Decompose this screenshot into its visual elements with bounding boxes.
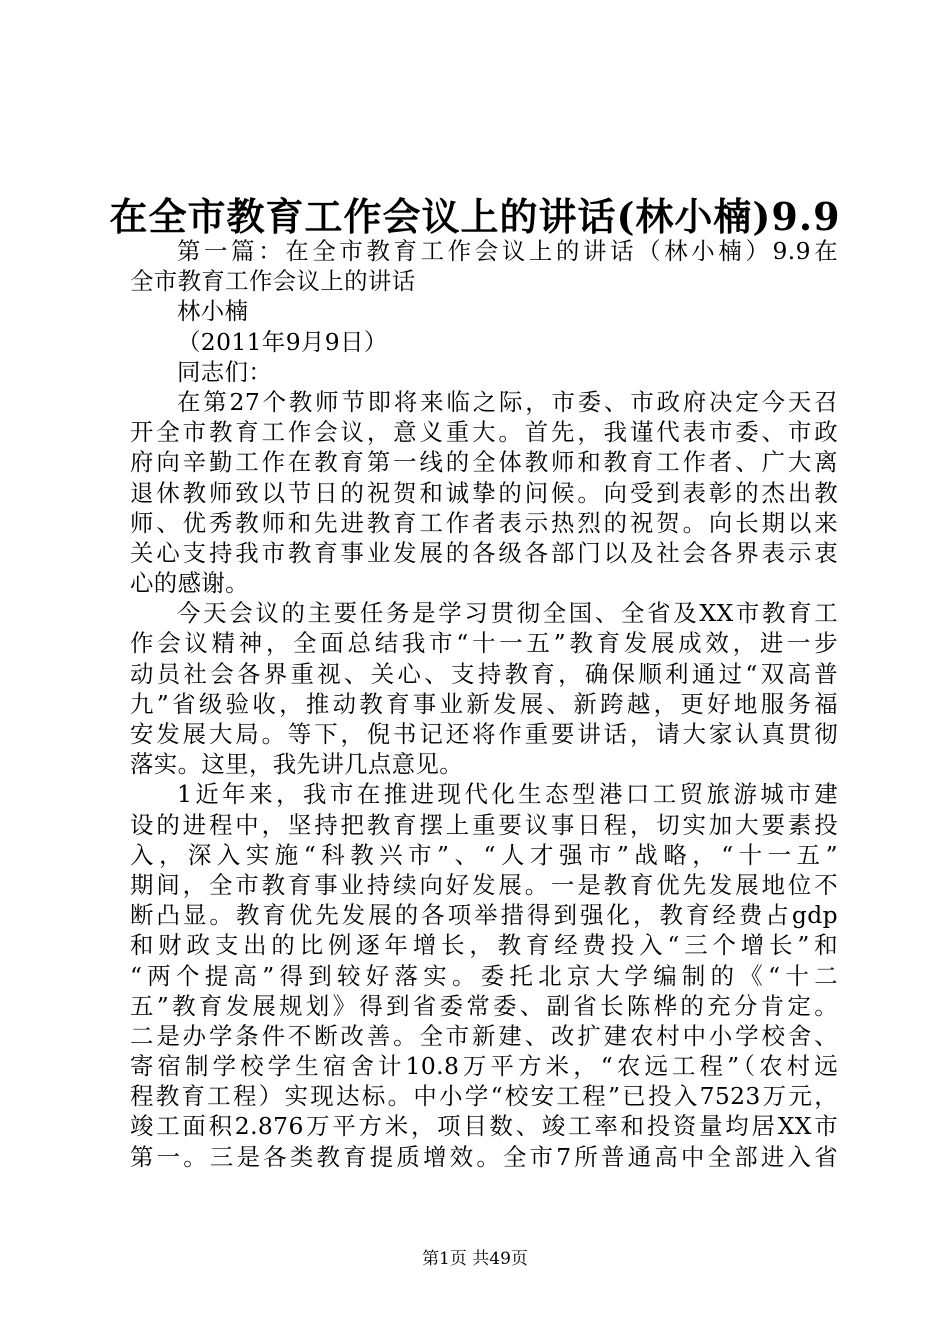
body-line: 作会议精神，全面总结我市“十一五”教育发展成效，进一步 [130, 629, 838, 658]
body-line: 九”省级验收，推动教育事业新发展、新跨越，更好地服务福 [130, 689, 838, 718]
document-body [130, 236, 838, 1172]
document-title: 在全市教育工作会议上的讲话(林小楠)9.9 [109, 194, 841, 239]
body-line: 安发展大局。等下，倪书记还将作重要讲话，请大家认真贯彻 [130, 720, 838, 748]
body-line: 二是办学条件不断改善。全市新建、改扩建农村中小学校舍、 [130, 1021, 838, 1050]
author-name: 林小楠 [177, 297, 249, 326]
body-line: 第一篇：在全市教育工作会议上的讲话（林小楠）9.9在 [177, 237, 838, 265]
body-line: 入，深入实施“科教兴市”、“人才强市”战略，“十一五” [130, 840, 838, 869]
body-line: 期间，全市教育事业持续向好发展。一是教育优先发展地位不 [130, 870, 838, 899]
speech-date: （2011年9月9日） [177, 327, 388, 356]
body-line: 寄宿制学校学生宿舍计10.8万平方米，“农远工程”（农村远 [130, 1052, 838, 1081]
body-line: “两个提高”得到较好落实。委托北京大学编制的《“十二 [130, 961, 838, 990]
salutation: 同志们： [177, 357, 273, 386]
body-line: 五”教育发展规划》得到省委常委、副省长陈桦的充分肯定。 [130, 991, 838, 1020]
body-line: 退休教师致以节日的祝贺和诚挚的问候。向受到表彰的杰出教 [130, 478, 838, 507]
body-line: 第一。三是各类教育提质增效。全市7所普通高中全部进入省 [130, 1142, 838, 1171]
body-line: 心的感谢。 [130, 569, 249, 598]
body-line: 和财政支出的比例逐年增长，教育经费投入“三个增长”和 [130, 931, 838, 960]
body-line: 今天会议的主要任务是学习贯彻全国、全省及XX市教育工 [177, 599, 838, 628]
body-line: 断凸显。教育优先发展的各项举措得到强化，教育经费占gdp [130, 901, 838, 930]
body-line: 在第27个教师节即将来临之际，市委、市政府决定今天召 [177, 387, 838, 416]
body-line: 程教育工程）实现达标。中小学“校安工程”已投入7523万元， [130, 1082, 838, 1111]
body-line: 开全市教育工作会议，意义重大。首先，我谨代表市委、市政 [130, 418, 838, 447]
page-number: 第1页 共49页 [422, 1249, 528, 1269]
body-line: 关心支持我市教育事业发展的各级各部门以及社会各界表示衷 [130, 538, 838, 567]
body-line: 落实。这里，我先讲几点意见。 [130, 750, 464, 779]
body-line: 动员社会各界重视、关心、支持教育，确保顺利通过“双高普 [130, 659, 838, 688]
body-line: 1近年来，我市在推进现代化生态型港口工贸旅游城市建 [177, 780, 838, 809]
body-line: 竣工面积2.876万平方米，项目数、竣工率和投资量均居XX市 [130, 1112, 838, 1141]
body-line: 师、优秀教师和先进教育工作者表示热烈的祝贺。向长期以来 [130, 508, 838, 537]
body-line: 全市教育工作会议上的讲话 [130, 267, 416, 296]
body-line: 府向辛勤工作在教育第一线的全体教师和教育工作者、广大离 [130, 448, 838, 477]
body-line: 设的进程中，坚持把教育摆上重要议事日程，切实加大要素投 [130, 810, 838, 839]
